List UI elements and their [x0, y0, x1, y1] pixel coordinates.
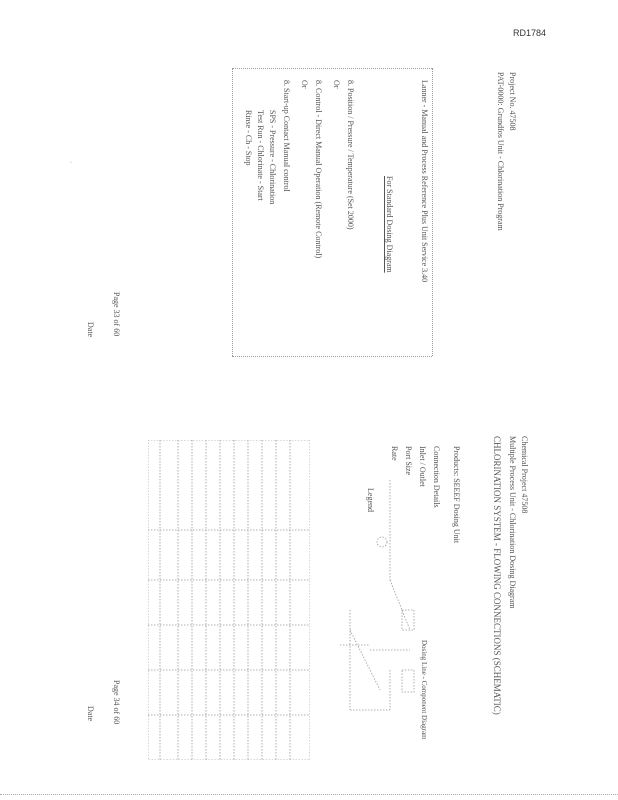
lower-title-1: Multiple Process Unit - Chlorination Dosing Diagram	[508, 436, 517, 609]
upper-line-3b: Test Run - Chlorinate - Start	[256, 110, 265, 201]
upper-pat-title: PAT-0000: Grundfos Unit - Chlorination Program	[496, 72, 505, 231]
upper-frame-left	[232, 68, 233, 356]
lower-footer-date: Date	[86, 706, 95, 722]
upper-line-1-or: Or	[332, 80, 341, 89]
upper-frame-right	[432, 68, 433, 356]
dosing-schematic	[330, 470, 430, 720]
upper-line-3a: SPS - Pressure - Chlorination	[268, 110, 277, 205]
upper-line-1: 8. Position / Pressure / Temperature (Set 2000)	[346, 80, 355, 230]
upper-frame-bottom	[232, 356, 432, 357]
upper-line-2: 8. Control - Direct Manual Operation (Remote Control)	[314, 80, 323, 259]
upper-frame-top	[232, 68, 432, 69]
lower-spec-4: Rate	[390, 446, 399, 461]
upper-heading: Lanner - Manual and Process Reference Plus Unit Service 3.40	[420, 80, 429, 283]
lower-spec-3: Port Size	[404, 446, 413, 476]
upper-footer-date: Date	[86, 322, 95, 338]
lower-project-number: Chemical Project 47508	[520, 436, 529, 514]
upper-line-3c: Rinse - Ch - Stop	[244, 110, 253, 166]
lower-page-number: Page 34 of 60	[112, 680, 121, 725]
lower-spec-1: Connection Details	[432, 446, 441, 508]
upper-project-number: Project No. 47508	[508, 72, 517, 131]
lower-title-2: CHLORINATION SYSTEM - FLOWING CONNECTIONS (SCHEMATIC)	[492, 436, 502, 715]
spec-table	[148, 440, 310, 760]
upper-mark: ·	[70, 160, 72, 166]
document-id: RD1784	[512, 28, 546, 38]
upper-page-number: Page 33 of 60	[112, 292, 121, 337]
page-bottom-rule	[0, 794, 618, 795]
upper-center-title: For Standard Dosing Diagram	[385, 176, 394, 273]
lower-product: Products: SEEEF Dosing Unit	[452, 446, 461, 544]
lower-legend-label: Legend	[366, 488, 375, 512]
lower-schematic-label: Dosing Line - Component Diagram	[420, 640, 428, 740]
upper-line-3: 8. Start-up Contact Manual control	[282, 80, 291, 192]
upper-line-2-or: Or	[300, 80, 309, 89]
lower-spec-2: Inlet / Outlet	[418, 446, 427, 487]
